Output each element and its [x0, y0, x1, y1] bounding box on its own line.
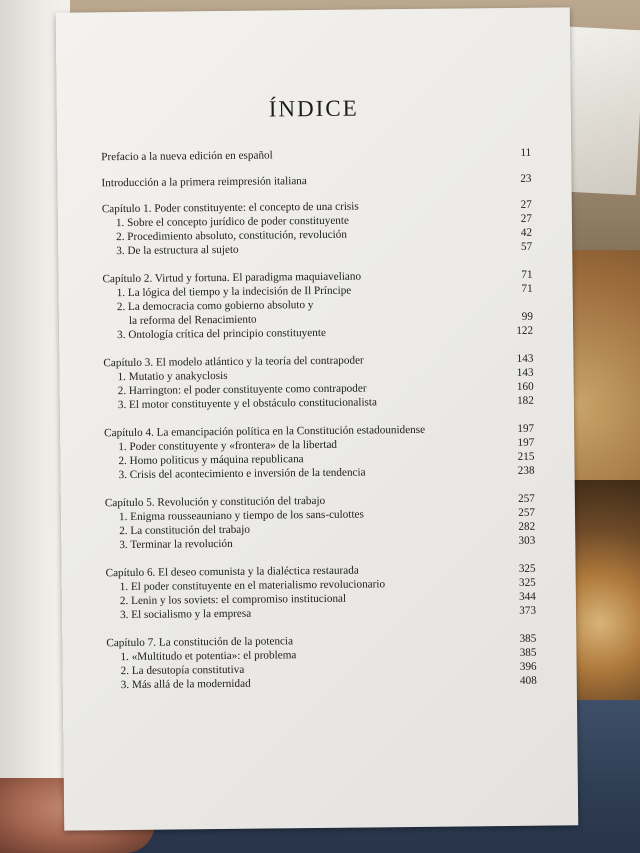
book-page [56, 7, 579, 830]
toc-text: Capítulo 1. Poder constituyente: el concepto de una crisis [101, 200, 359, 216]
toc-text: 1. El poder constituyente en el materialismo revolucionario [119, 578, 386, 594]
toc-text: Prefacio a la nueva edición en español [101, 149, 273, 164]
toc-text: Capítulo 6. El deseo comunista y la dialéctica restaurada [105, 564, 359, 580]
toc-page: 238 [517, 464, 535, 477]
toc-page: 11 [520, 146, 532, 159]
toc-page: 99 [521, 310, 534, 323]
toc-text: 2. La democracia como gobierno absoluto y [116, 299, 314, 314]
toc-page: 122 [516, 324, 534, 337]
toc-text: Capítulo 2. Virtud y fortuna. El paradigma maquiaveliano [102, 270, 362, 286]
toc-text: 3. De la estructura al sujeto [116, 243, 239, 258]
toc-page: 23 [520, 172, 532, 185]
toc-text: 3. Más allá de la modernidad [120, 677, 251, 692]
toc-page: 27 [520, 212, 532, 225]
toc-text: 1. Enigma rousseauniano y tiempo de los sans-culottes [118, 508, 364, 524]
toc-page: 57 [520, 240, 533, 253]
toc-text: 1. Poder constituyente y «frontera» de la libertad [118, 438, 338, 454]
toc-text: 2. La constitución del trabajo [119, 523, 251, 538]
toc-page: 325 [518, 562, 536, 575]
toc-text: 1. «Multitudo et potentia»: el problema [120, 649, 297, 664]
toc-page: 197 [517, 436, 535, 449]
toc-text: 2. Procedimiento absoluto, constitución, revolución [116, 228, 347, 244]
toc-page: 282 [518, 520, 536, 533]
toc-text: 3. Crisis del acontecimiento e inversión de la tendencia [118, 466, 366, 482]
toc-text: 3. Terminar la revolución [119, 537, 233, 552]
toc-text: Capítulo 5. Revolución y constitución del trabajo [104, 494, 326, 510]
toc-text: 2. La desutopía constitutiva [120, 663, 245, 678]
toc-page: 303 [518, 534, 536, 547]
toc-page: 182 [516, 394, 534, 407]
toc-page: 27 [520, 198, 532, 211]
toc-page: 257 [518, 492, 535, 505]
page-title: ÍNDICE [268, 95, 359, 122]
toc-page: 408 [519, 674, 537, 687]
toc-page: 385 [519, 646, 537, 659]
toc-text: 3. Ontología crítica del principio constituyente [117, 326, 326, 342]
toc-page: 143 [516, 366, 534, 379]
toc-text: 2. Lenin y los soviets: el compromiso institucional [119, 592, 347, 608]
toc-page: 42 [520, 226, 533, 239]
toc-text: 3. El socialismo y la empresa [119, 607, 252, 622]
toc-page: 373 [519, 604, 537, 617]
toc-text: 1. La lógica del tiempo y la indecisión de Il Príncipe [116, 284, 352, 300]
toc-page: 71 [521, 268, 533, 281]
toc-text: 1. Sobre el concepto jurídico de poder constituyente [115, 214, 350, 230]
toc-page: 71 [521, 282, 533, 295]
toc-page: 143 [516, 352, 534, 365]
table-of-contents [101, 146, 537, 692]
toc-text: Capítulo 4. La emancipación política en la Constitución estadounidense [104, 423, 426, 440]
toc-text: 2. Homo politicus y máquina republicana [118, 453, 304, 468]
toc-page: 344 [519, 590, 536, 603]
toc-page: 396 [519, 660, 537, 673]
toc-text: la reforma del Renacimiento [128, 313, 257, 327]
toc-page: 160 [516, 380, 534, 393]
toc-text: 2. Harrington: el poder constituyente como contrapoder [117, 382, 367, 398]
toc-text: Capítulo 7. La constitución de la potencia [106, 635, 294, 650]
toc-text: 1. Mutatio y anakyclosis [117, 369, 228, 384]
toc-page: 197 [517, 422, 535, 435]
toc-page: 257 [518, 506, 536, 519]
toc-text: Capítulo 3. El modelo atlántico y la teoría del contrapoder [103, 354, 364, 370]
toc-page: 325 [518, 576, 536, 589]
toc-page: 385 [519, 632, 537, 645]
toc-page: 215 [517, 450, 535, 463]
toc-text: 3. El motor constituyente y el obstáculo constitucionalista [117, 396, 378, 412]
toc-text: Introducción a la primera reimpresión italiana [101, 175, 307, 190]
